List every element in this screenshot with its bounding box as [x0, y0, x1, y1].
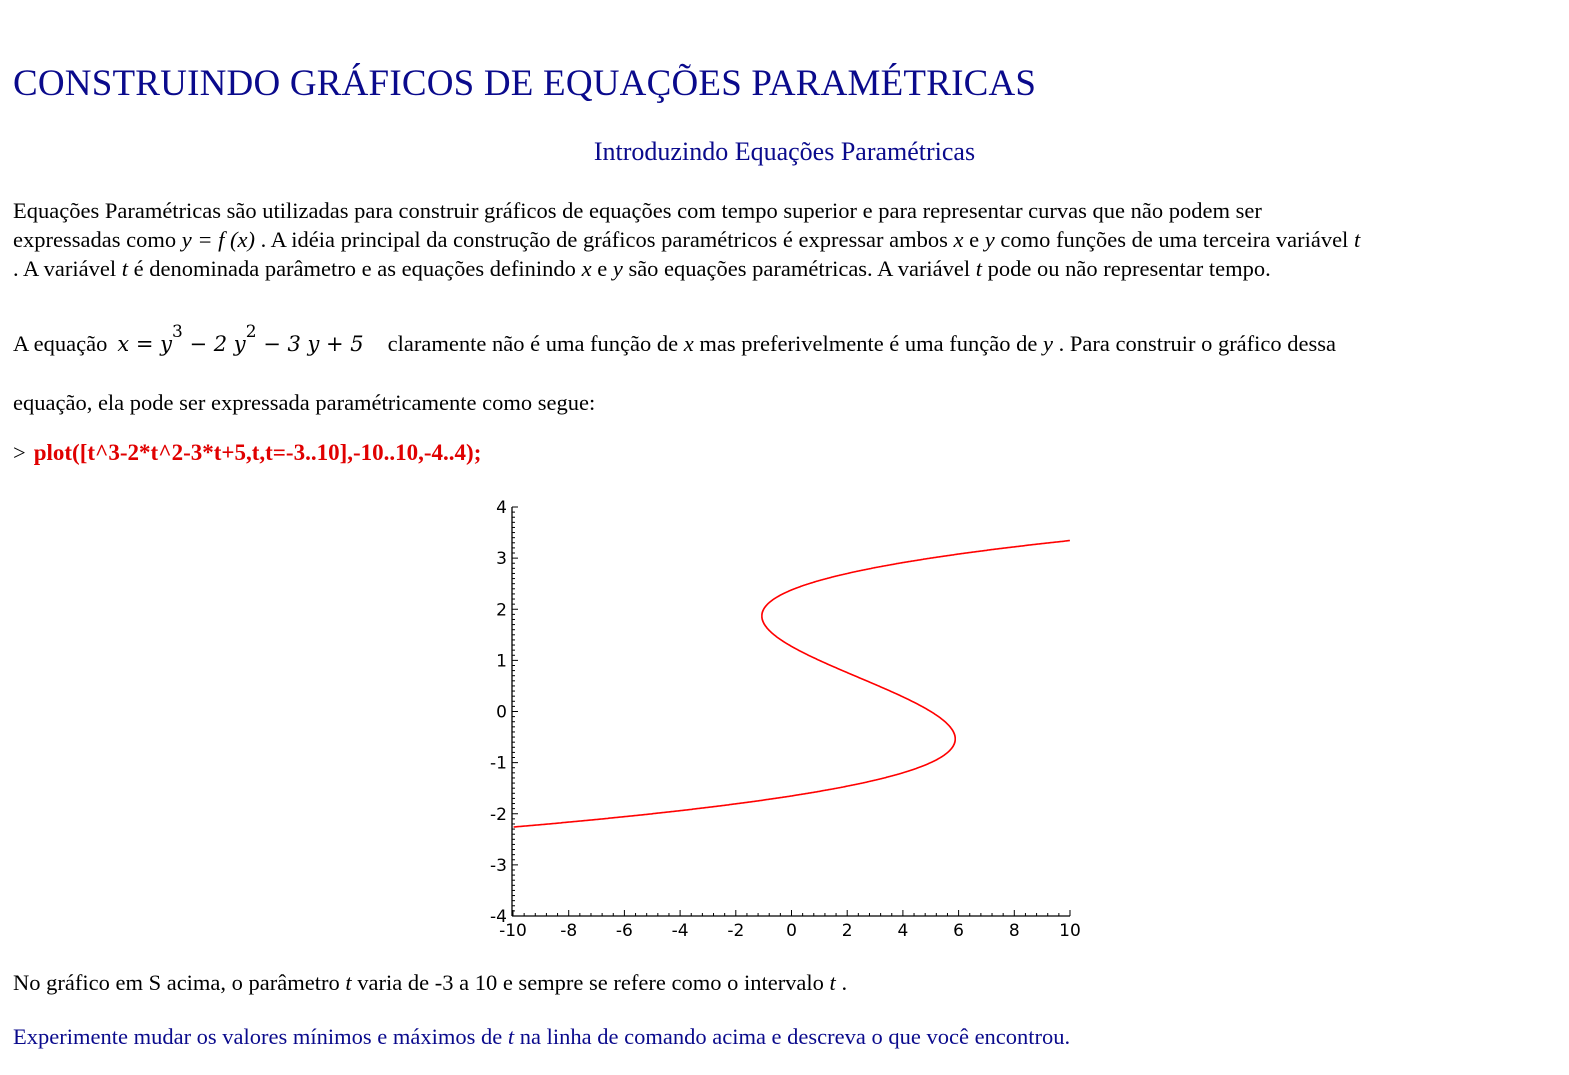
parametric-plot	[470, 495, 1090, 950]
exponent: 3	[172, 322, 183, 342]
text: A equação	[13, 331, 108, 356]
text: . Para construir o gráfico dessa	[1052, 331, 1337, 356]
var-x: x	[683, 331, 694, 356]
var-x: x	[953, 227, 964, 252]
command-line[interactable]	[13, 440, 481, 466]
var-x: x	[581, 256, 592, 281]
text: mas preferivelmente é uma função de	[693, 331, 1043, 356]
y-tick-label: 1	[496, 651, 507, 672]
text: No gráfico em S acima, o parâmetro	[13, 970, 346, 995]
text: pode ou não representar tempo.	[982, 256, 1271, 281]
x-tick-label: 8	[1008, 921, 1020, 941]
x-tick-label: 6	[953, 921, 965, 941]
fx-expression: y = f (x)	[181, 227, 255, 252]
eq-lhs: x = y	[117, 332, 172, 356]
text: como funções de uma terceira variável	[994, 227, 1354, 252]
paragraph: equação, ela pode ser expressada paramétricamente como segue:	[13, 390, 596, 415]
var-y: y	[1042, 331, 1053, 356]
x-tick-label: 10	[1059, 921, 1081, 941]
math-equation	[117, 322, 364, 356]
y-tick-label: 4	[496, 498, 507, 518]
text: e	[963, 227, 985, 252]
x-tick-label: -6	[615, 921, 633, 941]
exponent: 2	[245, 322, 257, 342]
plot-tick-labels	[490, 498, 1081, 941]
text: expressadas como	[13, 227, 182, 252]
var-t: t	[829, 970, 836, 995]
paragraph	[13, 968, 1558, 997]
plot-ticks	[512, 507, 1070, 916]
var-t: t	[975, 256, 983, 281]
y-tick-label: -2	[490, 804, 507, 825]
x-tick-label: -4	[671, 921, 689, 941]
text: . A variável	[13, 256, 122, 281]
y-tick-label: -4	[490, 907, 507, 927]
var-t: t	[121, 256, 128, 281]
equation-paragraph	[13, 324, 1558, 359]
intro-line-2	[13, 225, 1558, 254]
var-y: y	[612, 256, 623, 281]
y-tick-label: 3	[496, 549, 507, 570]
y-tick-label: 0	[496, 702, 507, 723]
section-subtitle: Introduzindo Equações Paramétricas	[593, 137, 976, 166]
text: .	[835, 970, 848, 995]
y-tick-label: -1	[490, 753, 507, 774]
intro-paragraph	[13, 196, 1558, 283]
x-tick-label: 2	[841, 921, 853, 941]
text: Experimente mudar os valores mínimos e máximos de	[13, 1024, 508, 1049]
curve-line	[514, 541, 1070, 828]
var-t: t	[507, 1024, 515, 1049]
plot-axes	[512, 507, 1070, 916]
maple-command[interactable]: plot([t^3-2*t^2-3*t+5,t,t=-3..10],-10..10,-4..4);	[33, 440, 482, 465]
x-tick-label: -2	[727, 921, 745, 941]
eq-term: − 3 y + 5	[256, 332, 364, 356]
text: e	[591, 256, 613, 281]
x-tick-label: 4	[897, 921, 909, 941]
var-t: t	[345, 970, 352, 995]
page-title: CONSTRUINDO GRÁFICOS DE EQUAÇÕES PARAMÉTRICAS	[13, 63, 1037, 104]
intro-line-1: Equações Paramétricas são utilizadas para construir gráficos de equações com tempo superior e para representar curvas que não podem ser	[13, 198, 1262, 223]
x-tick-label: 0	[786, 921, 797, 941]
text: varia de -3 a 10 e sempre se refere como o intervalo	[351, 970, 830, 995]
prompt-symbol: >	[13, 440, 26, 465]
var-y: y	[984, 227, 995, 252]
x-tick-label: -8	[560, 921, 578, 941]
text: . A idéia principal da construção de gráficos paramétricos é expressar ambos	[254, 227, 954, 252]
y-tick-label: 2	[496, 600, 507, 621]
intro-line-3	[13, 254, 1558, 283]
var-t: t	[1353, 227, 1361, 252]
text: são equações paramétricas. A variável	[622, 256, 976, 281]
x-tick-label: -10	[499, 921, 527, 941]
exercise-paragraph	[13, 1022, 1558, 1051]
text: na linha de comando acima e descreva o que você encontrou.	[514, 1024, 1071, 1049]
text: claramente não é uma função de	[387, 331, 684, 356]
eq-term: − 2 y	[182, 332, 246, 356]
y-tick-label: -3	[490, 855, 507, 876]
text: é denominada parâmetro e as equações definindo	[128, 256, 582, 281]
